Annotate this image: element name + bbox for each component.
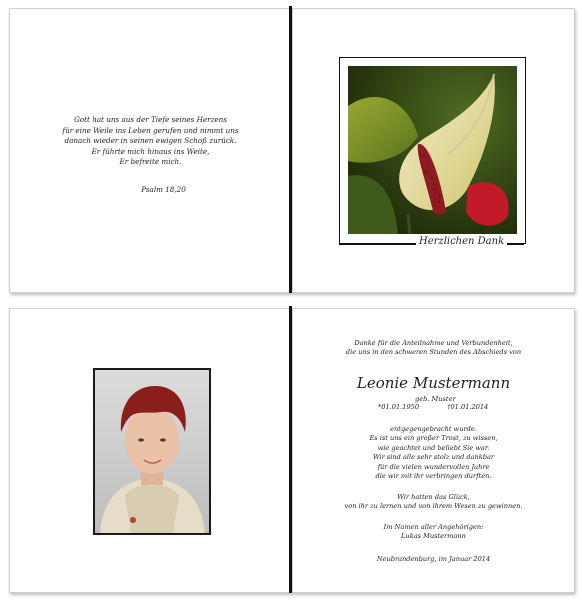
psalm-text xyxy=(10,115,291,168)
psalm-line: Er befreite mich. xyxy=(119,157,182,167)
psalm-reference: Psalm 18,20 xyxy=(141,185,186,194)
flower-illustration xyxy=(348,66,517,234)
thanks-caption: Herzlichen Dank xyxy=(416,236,507,247)
anthurium-flower-photo xyxy=(348,66,517,234)
fold-line-bottom xyxy=(289,306,292,593)
death-date: †01.01.2014 xyxy=(447,403,489,411)
gratitude-text: Wir hatten das Glück, von ihr zu lernen und von ihrem Wesen zu gewinnen. xyxy=(344,493,523,511)
fold-line-top xyxy=(289,6,292,293)
card-memorial-text-page xyxy=(292,308,575,593)
portrait-illustration xyxy=(95,370,209,533)
place-date: Neubrandenburg, im Januar 2014 xyxy=(376,555,491,563)
psalm-line: Gott hat uns aus der Tiefe seines Herzens xyxy=(74,115,227,124)
message-text: entgegengebracht wurde. Es ist uns ein großer Trost, zu wissen, wie geachtet und beliebt Sie war. Wir sind alle sehr stolz und dankbar für die vielen wundervollen Jahre die wir mit ihr verbringen durften. xyxy=(369,425,498,481)
card-portrait-page xyxy=(9,308,292,593)
card-cover-page xyxy=(292,8,575,293)
portrait-photo xyxy=(93,368,211,535)
life-dates xyxy=(378,403,488,411)
photo-frame xyxy=(339,57,526,244)
intro-text: Danke für die Anteilnahme und Verbundenheit, die uns in den schweren Stunden des Abschieds von xyxy=(345,339,522,357)
card-psalm-page xyxy=(9,8,292,293)
birth-date: *01.01.1950 xyxy=(378,403,420,411)
maiden-name: geb. Muster xyxy=(415,395,456,403)
psalm-line: danach wieder in seinen ewigen Schoß zurück. xyxy=(64,136,237,146)
signoff-text: Im Namen aller Angehörigen: Lukas Mustermann xyxy=(383,523,484,541)
deceased-name: Leonie Mustermann xyxy=(356,374,511,392)
psalm-line: Er führte mich hinaus ins Weite, xyxy=(91,146,210,156)
psalm-line: für eine Weile ins Leben gerufen und nimmt uns xyxy=(62,125,239,135)
